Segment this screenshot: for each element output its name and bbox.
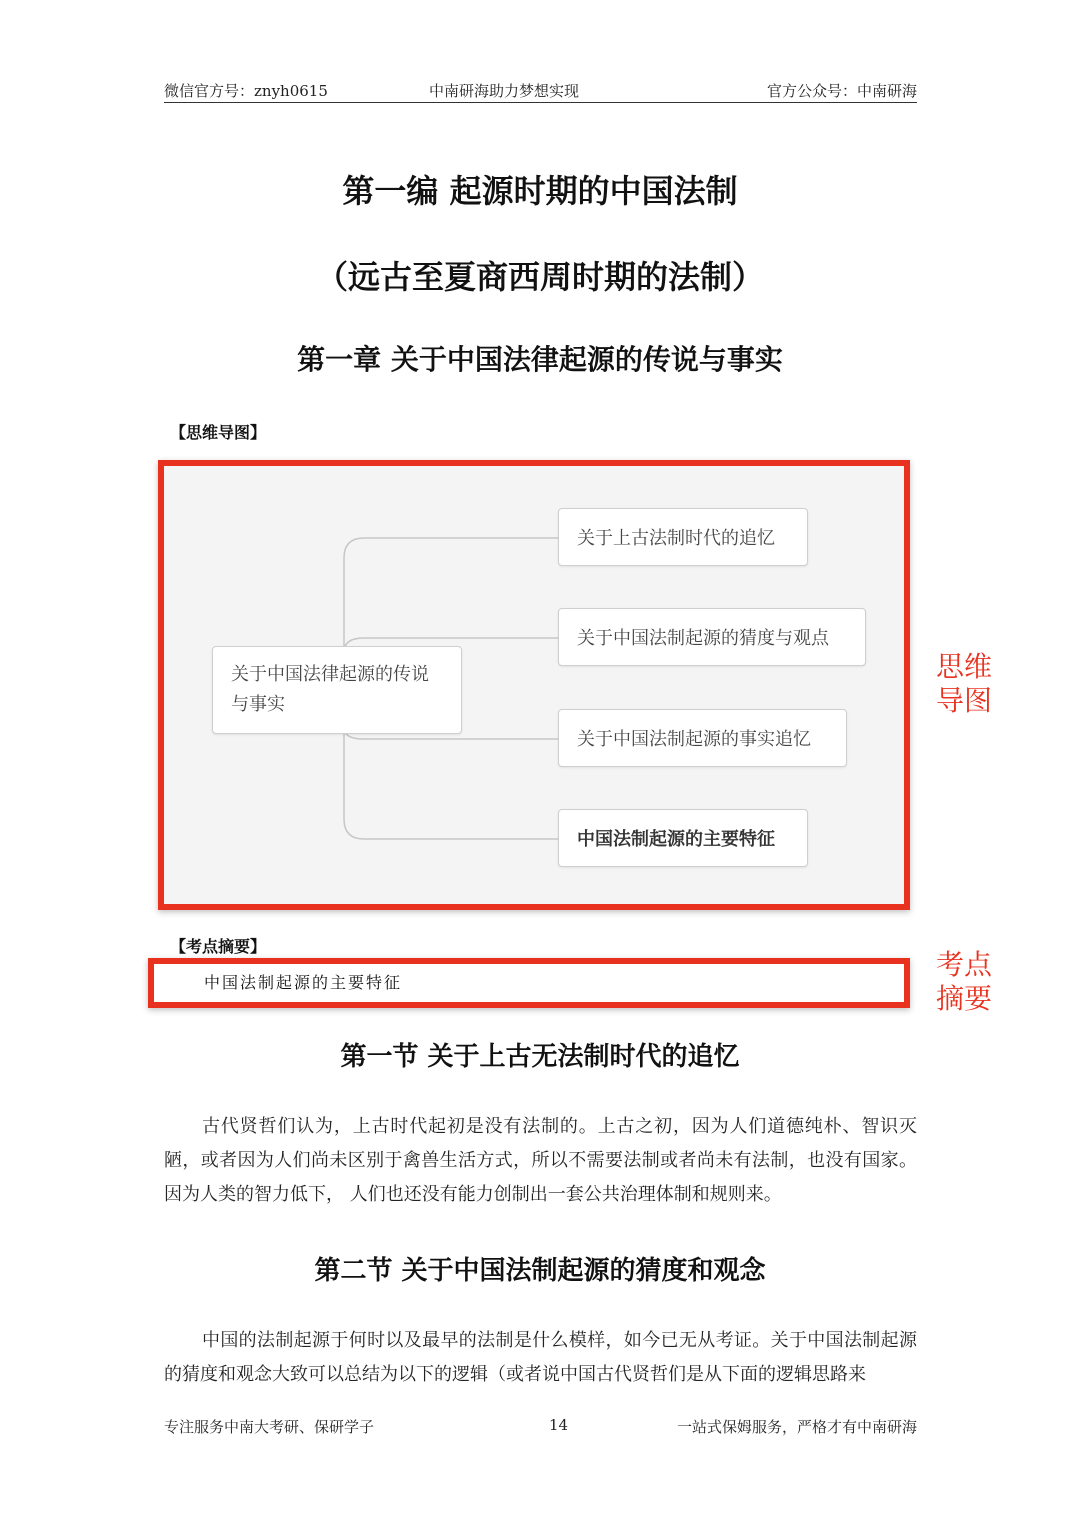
section1-paragraph: 古代贤哲们认为，上古时代起初是没有法制的。上古之初，因为人们道德纯朴、智识灭陋，或者因为人们尚未区别于禽兽生活方式，所以不需要法制或者尚未有法制，也没有国家。因为人类的智力低下， 人们也还没有能力创制出一套公共治理体制和规则来。 [164, 1116, 917, 1205]
section2-paragraph: 中国的法制起源于何时以及最早的法制是什么模样，如今已无从考证。关于中国法制起源的猜度和观念大致可以总结为以下的逻辑（或者说中国古代贤哲们是从下面的逻辑思路来 [164, 1330, 917, 1385]
header-wechat-id: 微信官方号：znyh0615 [164, 82, 328, 100]
chapter-title: 第一章 关于中国法律起源的传说与事实 [297, 343, 783, 376]
footer-left: 专注服务中南大考研、保研学子 [164, 1418, 375, 1436]
mindmap-side-annotation: 思维导图 [936, 650, 993, 717]
section2-title: 第二节 关于中国法制起源的猜度和观念 [314, 1256, 766, 1286]
section1-title: 第一节 关于上古无法制时代的追忆 [340, 1042, 740, 1072]
summary-label: 【考点摘要】 [170, 937, 267, 956]
footer-right: 一站式保姆服务，严格才有中南研海 [676, 1418, 917, 1436]
mindmap-frame [158, 460, 910, 910]
page-number: 14 [549, 1416, 569, 1434]
page-header [164, 78, 917, 103]
header-slogan: 中南研海助力梦想实现 [429, 82, 580, 100]
part-title: 第一编 起源时期的中国法制 [342, 172, 738, 210]
mindmap-branch-node: 关于中国法制起源的事实追忆 [558, 709, 847, 767]
summary-text: 中国法制起源的主要特征 [204, 973, 403, 992]
part-subtitle: （远古至夏商西周时期的法制） [315, 258, 764, 296]
mindmap-branch-node: 关于中国法制起源的猜度与观点 [558, 608, 866, 666]
mindmap-branch-node: 关于上古法制时代的追忆 [558, 508, 808, 566]
summary-frame [148, 958, 910, 1008]
mindmap-branch-node-highlight: 中国法制起源的主要特征 [558, 809, 808, 867]
mindmap-root-node: 关于中国法律起源的传说与事实 [212, 646, 462, 734]
header-official-account: 官方公众号：中南研海 [766, 82, 917, 100]
mindmap-label: 【思维导图】 [170, 423, 267, 442]
summary-side-annotation: 考点摘要 [936, 948, 993, 1015]
